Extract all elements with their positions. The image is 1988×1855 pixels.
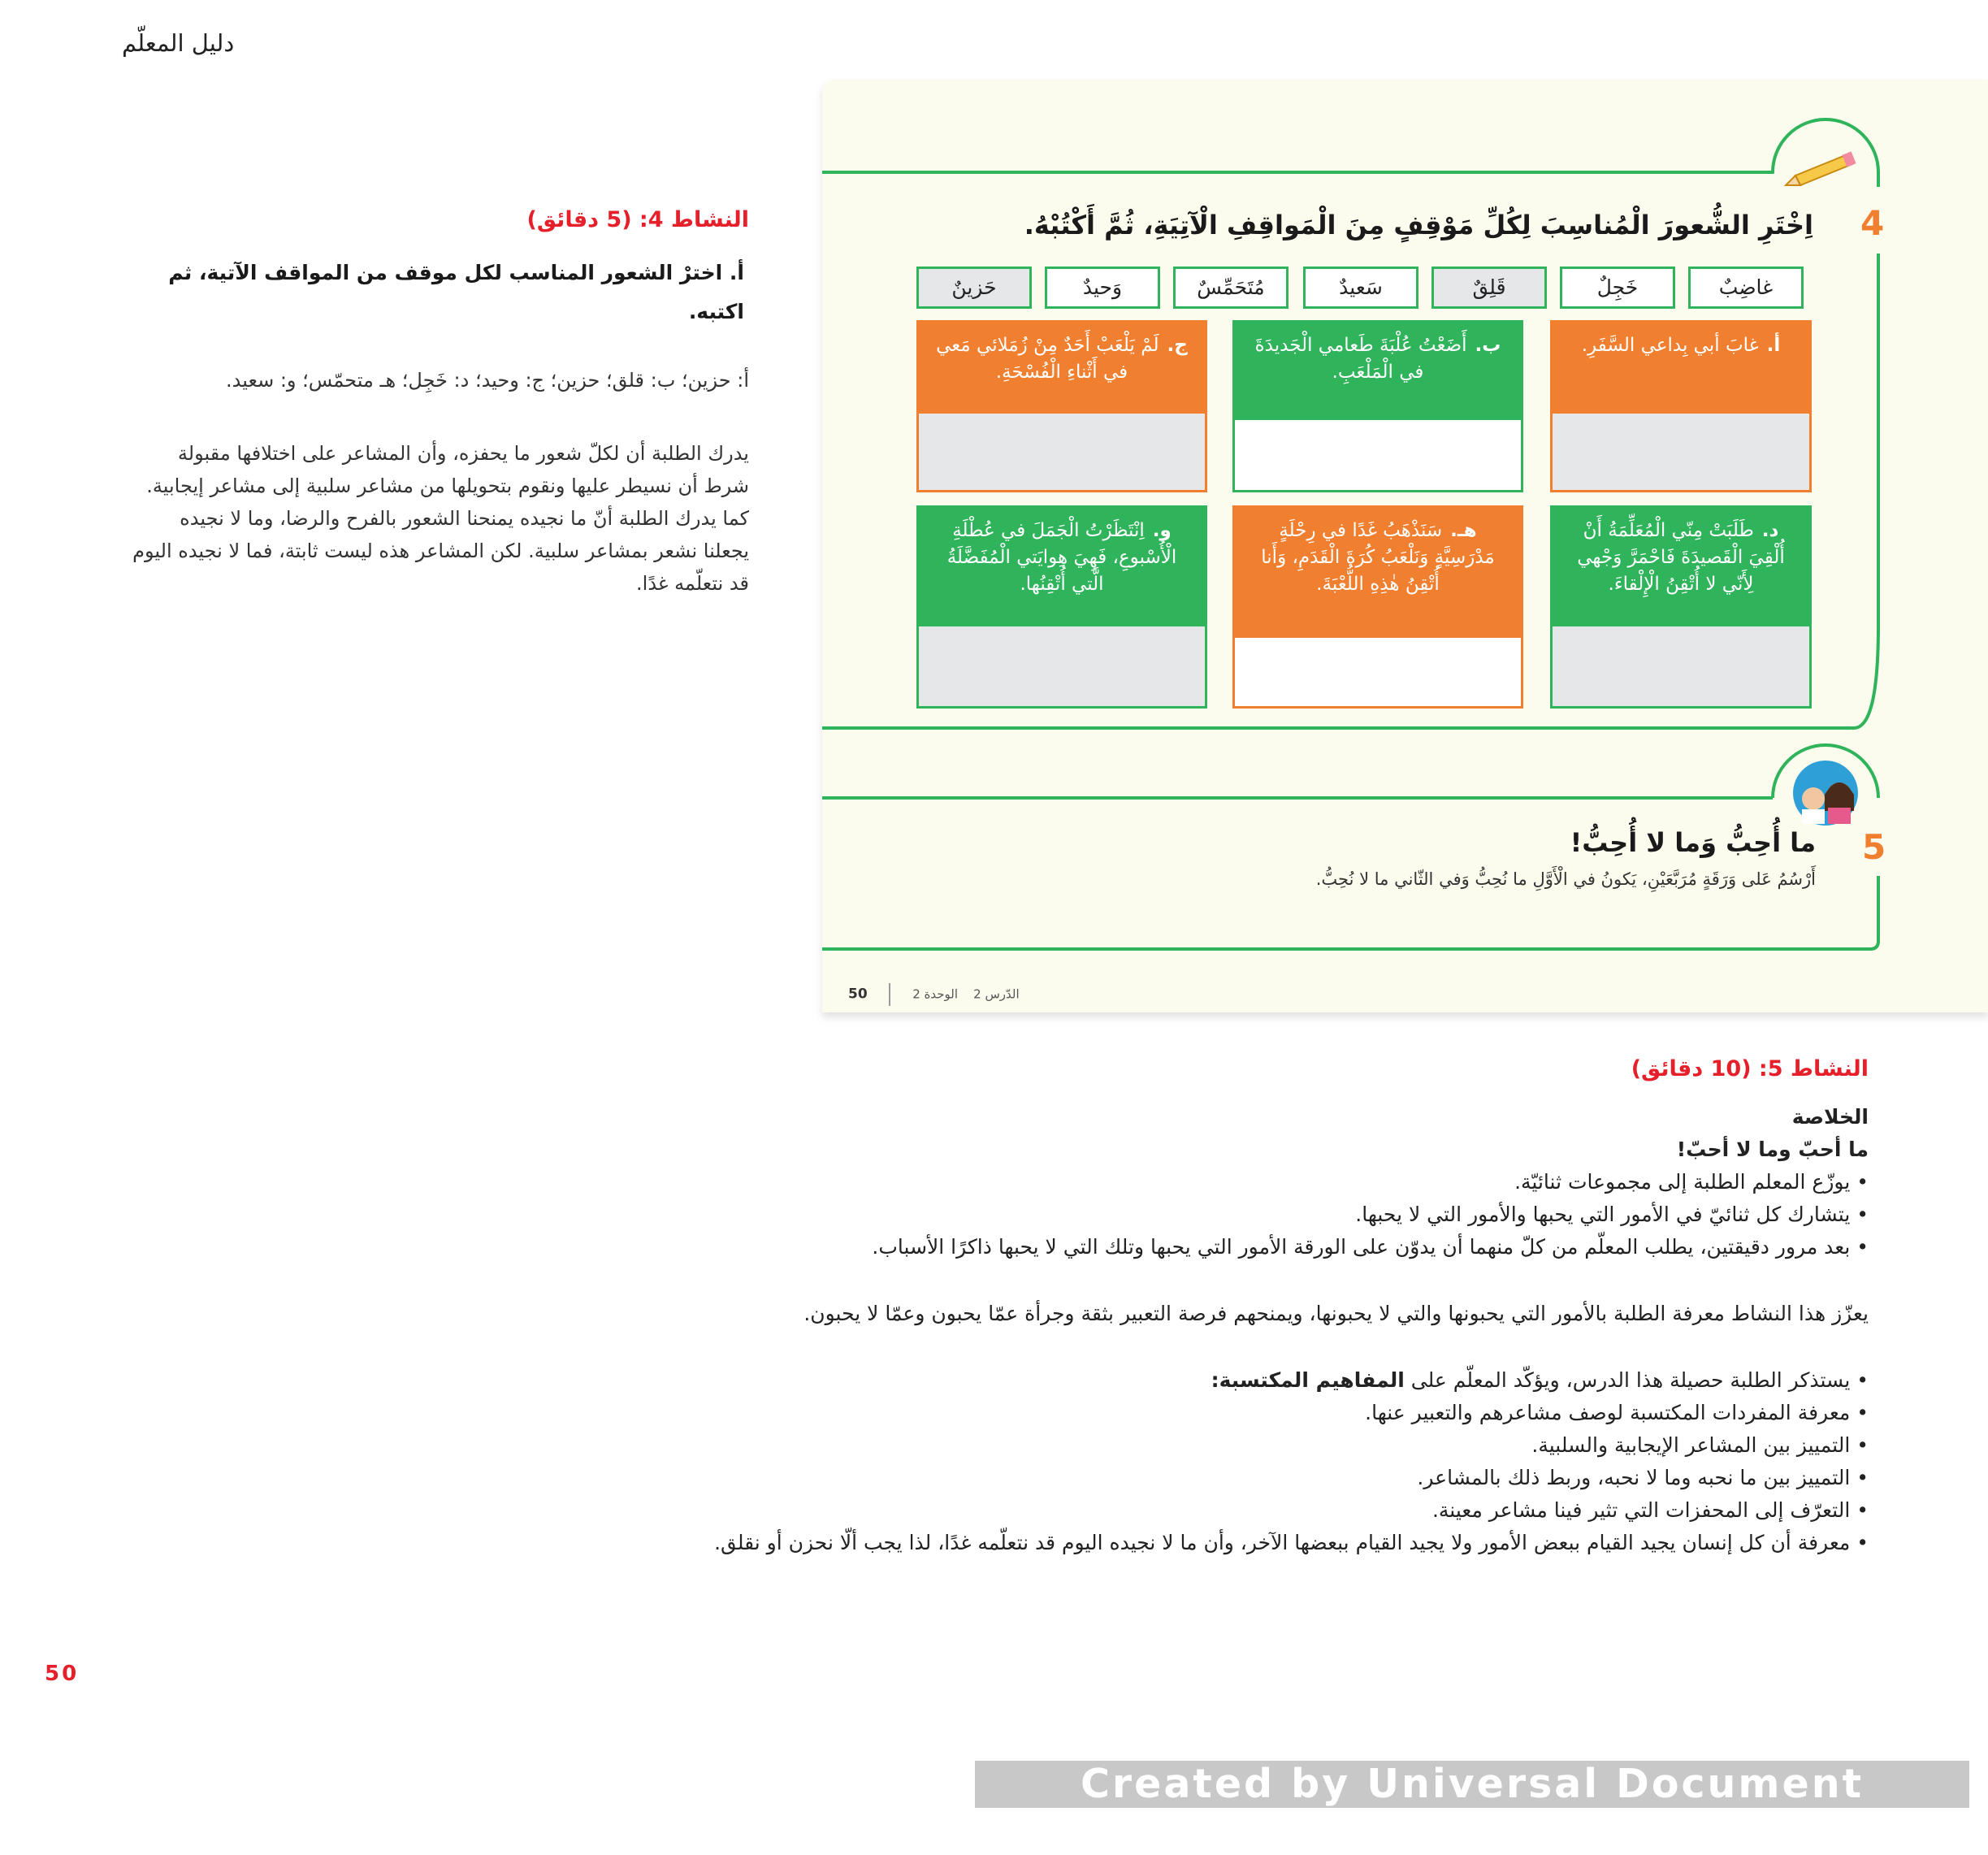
student-book-page	[822, 80, 1988, 1012]
section4-number: 4	[1860, 203, 1885, 243]
concepts-intro: • يستذكر الطلبة حصيلة هذا الدرس، ويؤكّد المعلّم على المفاهيم المكتسبة:	[349, 1364, 1869, 1397]
converter-watermark: Created by Universal Document Converter	[975, 1761, 1969, 1808]
activity4-question: أ. اخترْ الشعور المناسب لكل موقف من المواقف الآتية، ثم اكتبه.	[168, 261, 744, 323]
answer-box-c[interactable]	[919, 414, 1205, 490]
situation-card-c	[916, 320, 1207, 492]
situation-card-f-text: و.اِنْتَظَرْتُ الْجَمَلَ في عُطْلَةِ الْأُسْبوعِ، فَهِيَ هِوايَتي الْمُفَضَّلَةُ الَّتي أُتْقِنُها.	[919, 508, 1205, 631]
children-avatar-icon	[1793, 761, 1858, 826]
activity4-paragraph: يدرك الطلبة أن لكلّ شعور ما يحفزه، وأن المشاعر على اختلافها مقبولة شرط أن نسيطر عليها ونقوم بتحويلها من مشاعر سلبية إلى مشاعر إيجابية. كما يدرك الطلبة أنّ ما نجيده يمنحنا الشعور بالفرح والرضا، وما لا نجيده يجعلنا نشعر بمشاعر سلبية. لكن المشاعر هذه ليست ثابتة، فما لا نجيده اليوم قد نتعلّمه غدًا.	[132, 442, 749, 595]
activity5-subheading: ما أحبّ وما لا أحبّ!	[1676, 1138, 1869, 1161]
activity4-title: النشاط 4: (5 دقائق)	[526, 207, 749, 232]
list-item: • يوزّع المعلم الطلبة إلى مجموعات ثنائيّة.	[349, 1166, 1869, 1198]
situation-card-b-text: ب.أَضَعْتُ عُلْبَةَ طَعامي الْجَديدَةَ في الْمَلْعَبِ.	[1235, 323, 1521, 425]
situation-card-d-text: د.طَلَبَتْ مِنّي الْمُعَلِّمَةُ أَنْ أُلْقِيَ الْقَصيدَةَ فَاحْمَرَّ وَجْهي لِأَنّي لا أُتْقِنُ الْإِلْقاءَ.	[1553, 508, 1809, 631]
book-page-footer	[848, 983, 1020, 1006]
section4-title: اِخْتَرِ الشُّعورَ الْمُناسِبَ لِكُلِّ مَوْقِفٍ مِنَ الْمَواقِفِ الْآتِيَةِ، ثُمَّ أَكْتُبْهُ.	[1024, 210, 1813, 241]
answer-box-a[interactable]	[1553, 414, 1809, 490]
book-page-number: 50	[848, 986, 868, 1003]
running-header: دليل المعلّم	[122, 29, 235, 57]
feeling-chip-happy: سَعيدٌ	[1303, 267, 1418, 309]
feeling-chip-shy: خَجِلٌ	[1560, 267, 1675, 309]
list-item: • معرفة أن كل إنسان يجيد القيام ببعض الأمور ولا يجيد القيام ببعضها الآخر، وأن ما لا نجيده اليوم قد نتعلّمه غدًا، لذا يجب ألّا نحزن أو نقلق.	[349, 1527, 1869, 1559]
activity5-paragraph: يعزّز هذا النشاط معرفة الطلبة بالأمور التي يحبونها والتي لا يحبونها، ويمنحهم فرصة التعبير بثقة وجرأة عمّا يحبون وعمّا لا يحبون.	[803, 1302, 1869, 1325]
situation-card-e-text: هـ.سَنَذْهَبُ غَدًا في رِحْلَةٍ مَدْرَسِيَّةٍ وَنَلْعَبُ كُرَةَ الْقَدَمِ، وَأَنا أُتْقِنُ هٰذِهِ اللُّعْبَةَ.	[1235, 508, 1521, 643]
answer-box-f[interactable]	[919, 626, 1205, 706]
answer-box-d[interactable]	[1553, 626, 1809, 706]
section5-subtitle: أَرْسُمُ عَلى وَرَقَةٍ مُرَبَّعَيْنِ، يَكونُ في الْأَوَّلِ ما نُحِبُّ وَفي الثّاني ما لا نُحِبُّ.	[1315, 869, 1816, 889]
list-item: • التمييز بين المشاعر الإيجابية والسلبية.	[349, 1429, 1869, 1462]
teacher-notes-activity4	[130, 207, 749, 600]
situation-card-b	[1232, 320, 1523, 492]
answer-box-b[interactable]	[1235, 420, 1521, 490]
situation-card-f	[916, 505, 1207, 709]
activity4-answers: أ: حزين؛ ب: قلق؛ حزين؛ ج: وحيد؛ د: خَجِل؛ هـ متحمّس؛ و: سعيد.	[226, 369, 749, 392]
list-item: • يتشارك كل ثنائيّ في الأمور التي يحبها والأمور التي لا يحبها.	[349, 1198, 1869, 1231]
feeling-chip-worried: قَلِقٌ	[1431, 267, 1547, 309]
feeling-chip-sad: حَزينٌ	[916, 267, 1032, 309]
list-item: • التعرّف إلى المحفزات التي تثير فينا مشاعر معينة.	[349, 1494, 1869, 1527]
answer-box-e[interactable]	[1235, 638, 1521, 706]
feeling-chip-lonely: وَحيدٌ	[1045, 267, 1160, 309]
footer-unit: الوحدة 2	[912, 986, 959, 1002]
page-number: 50	[45, 1662, 80, 1686]
footer-lesson: الدّرس 2	[973, 986, 1020, 1002]
activity5-title: النشاط 5: (10 دقائق)	[1631, 1056, 1869, 1081]
section5-number: 5	[1862, 827, 1886, 867]
summary-label: الخلاصة	[1791, 1105, 1869, 1129]
teacher-notes-activity5	[349, 1056, 1869, 1559]
feeling-chip-excited: مُتَحَمِّسٌ	[1173, 267, 1289, 309]
list-item: • معرفة المفردات المكتسبة لوصف مشاعرهم والتعبير عنها.	[349, 1397, 1869, 1429]
situation-card-d	[1550, 505, 1812, 709]
footer-divider	[889, 983, 890, 1006]
list-item: • التمييز بين ما نحبه وما لا نحبه، وربط ذلك بالمشاعر.	[349, 1462, 1869, 1494]
situation-card-e	[1232, 505, 1523, 709]
list-item: • بعد مرور دقيقتين، يطلب المعلّم من كلّ منهما أن يدوّن على الورقة الأمور التي يحبها وتلك التي لا يحبها ذاكرًا الأسباب.	[349, 1231, 1869, 1263]
feeling-chip-angry: غاضِبٌ	[1688, 267, 1804, 309]
situation-card-c-text: ج.لَمْ يَلْعَبْ أَحَدٌ مِنْ زُمَلائي مَعي في أَثْناءِ الْفُسْحَةِ.	[919, 323, 1205, 418]
situation-card-a	[1550, 320, 1812, 492]
situation-card-a-text: أ.غابَ أبي بِداعي السَّفَرِ.	[1553, 323, 1809, 418]
section5-title: ما أُحِبُّ وَما لا أُحِبُّ!	[1570, 827, 1816, 858]
